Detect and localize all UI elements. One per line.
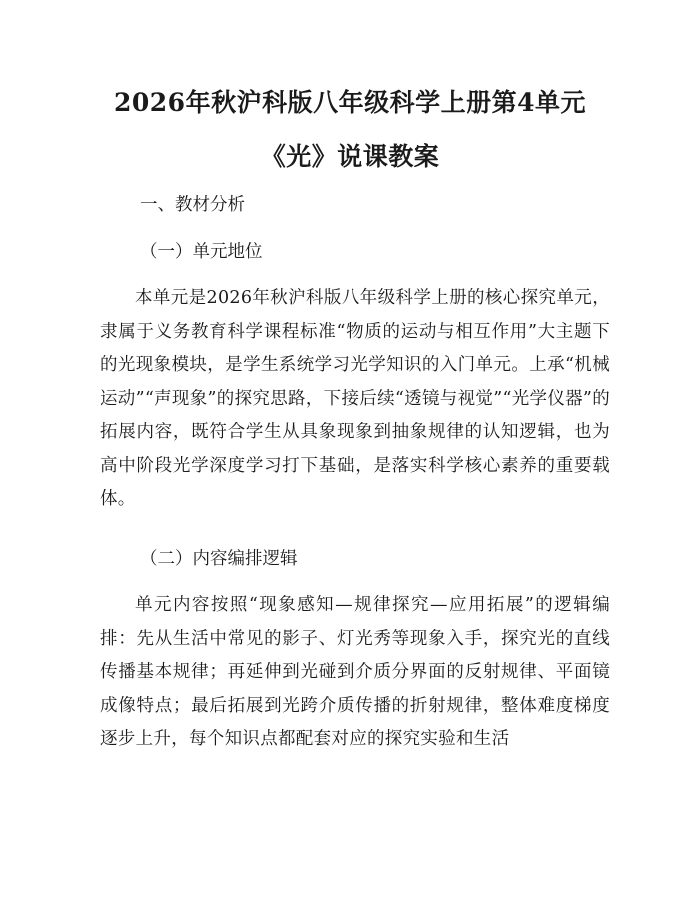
document-title-line1: 2026年秋沪科版八年级科学上册第4单元 bbox=[114, 88, 586, 117]
paragraph-unit-position: 本单元是2026年秋沪科版八年级科学上册的核心探究单元，隶属于义务教育科学课程标准“物质的运动与相互作用”大主题下的光现象模块，是学生系统学习光学知识的入门单元。上承“机械运动”“声现象”的探究思路，下接后续“透镜与视觉”“光学仪器”的拓展内容，既符合学生从具象现象到抽象规律的认知逻辑，也为高中阶段光学深度学习打下基础，是落实科学核心素养的重要载体。 bbox=[100, 288, 610, 509]
subsection-heading-unit-position: （一）单元地位 bbox=[140, 242, 263, 262]
paragraph-content-logic: 单元内容按照“现象感知—规律探究—应用拓展”的逻辑编排：先从生活中常见的影子、灯光秀等现象入手，探究光的直线传播基本规律；再延伸到光碰到介质分界面的反射规律、平面镜成像特点；最后拓展到光跨介质传播的折射规律，整体难度梯度逐步上升，每个知识点都配套对应的探究实验和生活 bbox=[100, 595, 610, 749]
subsection-heading-content-logic: （二）内容编排逻辑 bbox=[140, 549, 298, 569]
section-heading-textbook-analysis: 一、教材分析 bbox=[140, 195, 245, 215]
document-title-line2: 《光》说课教案 bbox=[260, 142, 440, 171]
